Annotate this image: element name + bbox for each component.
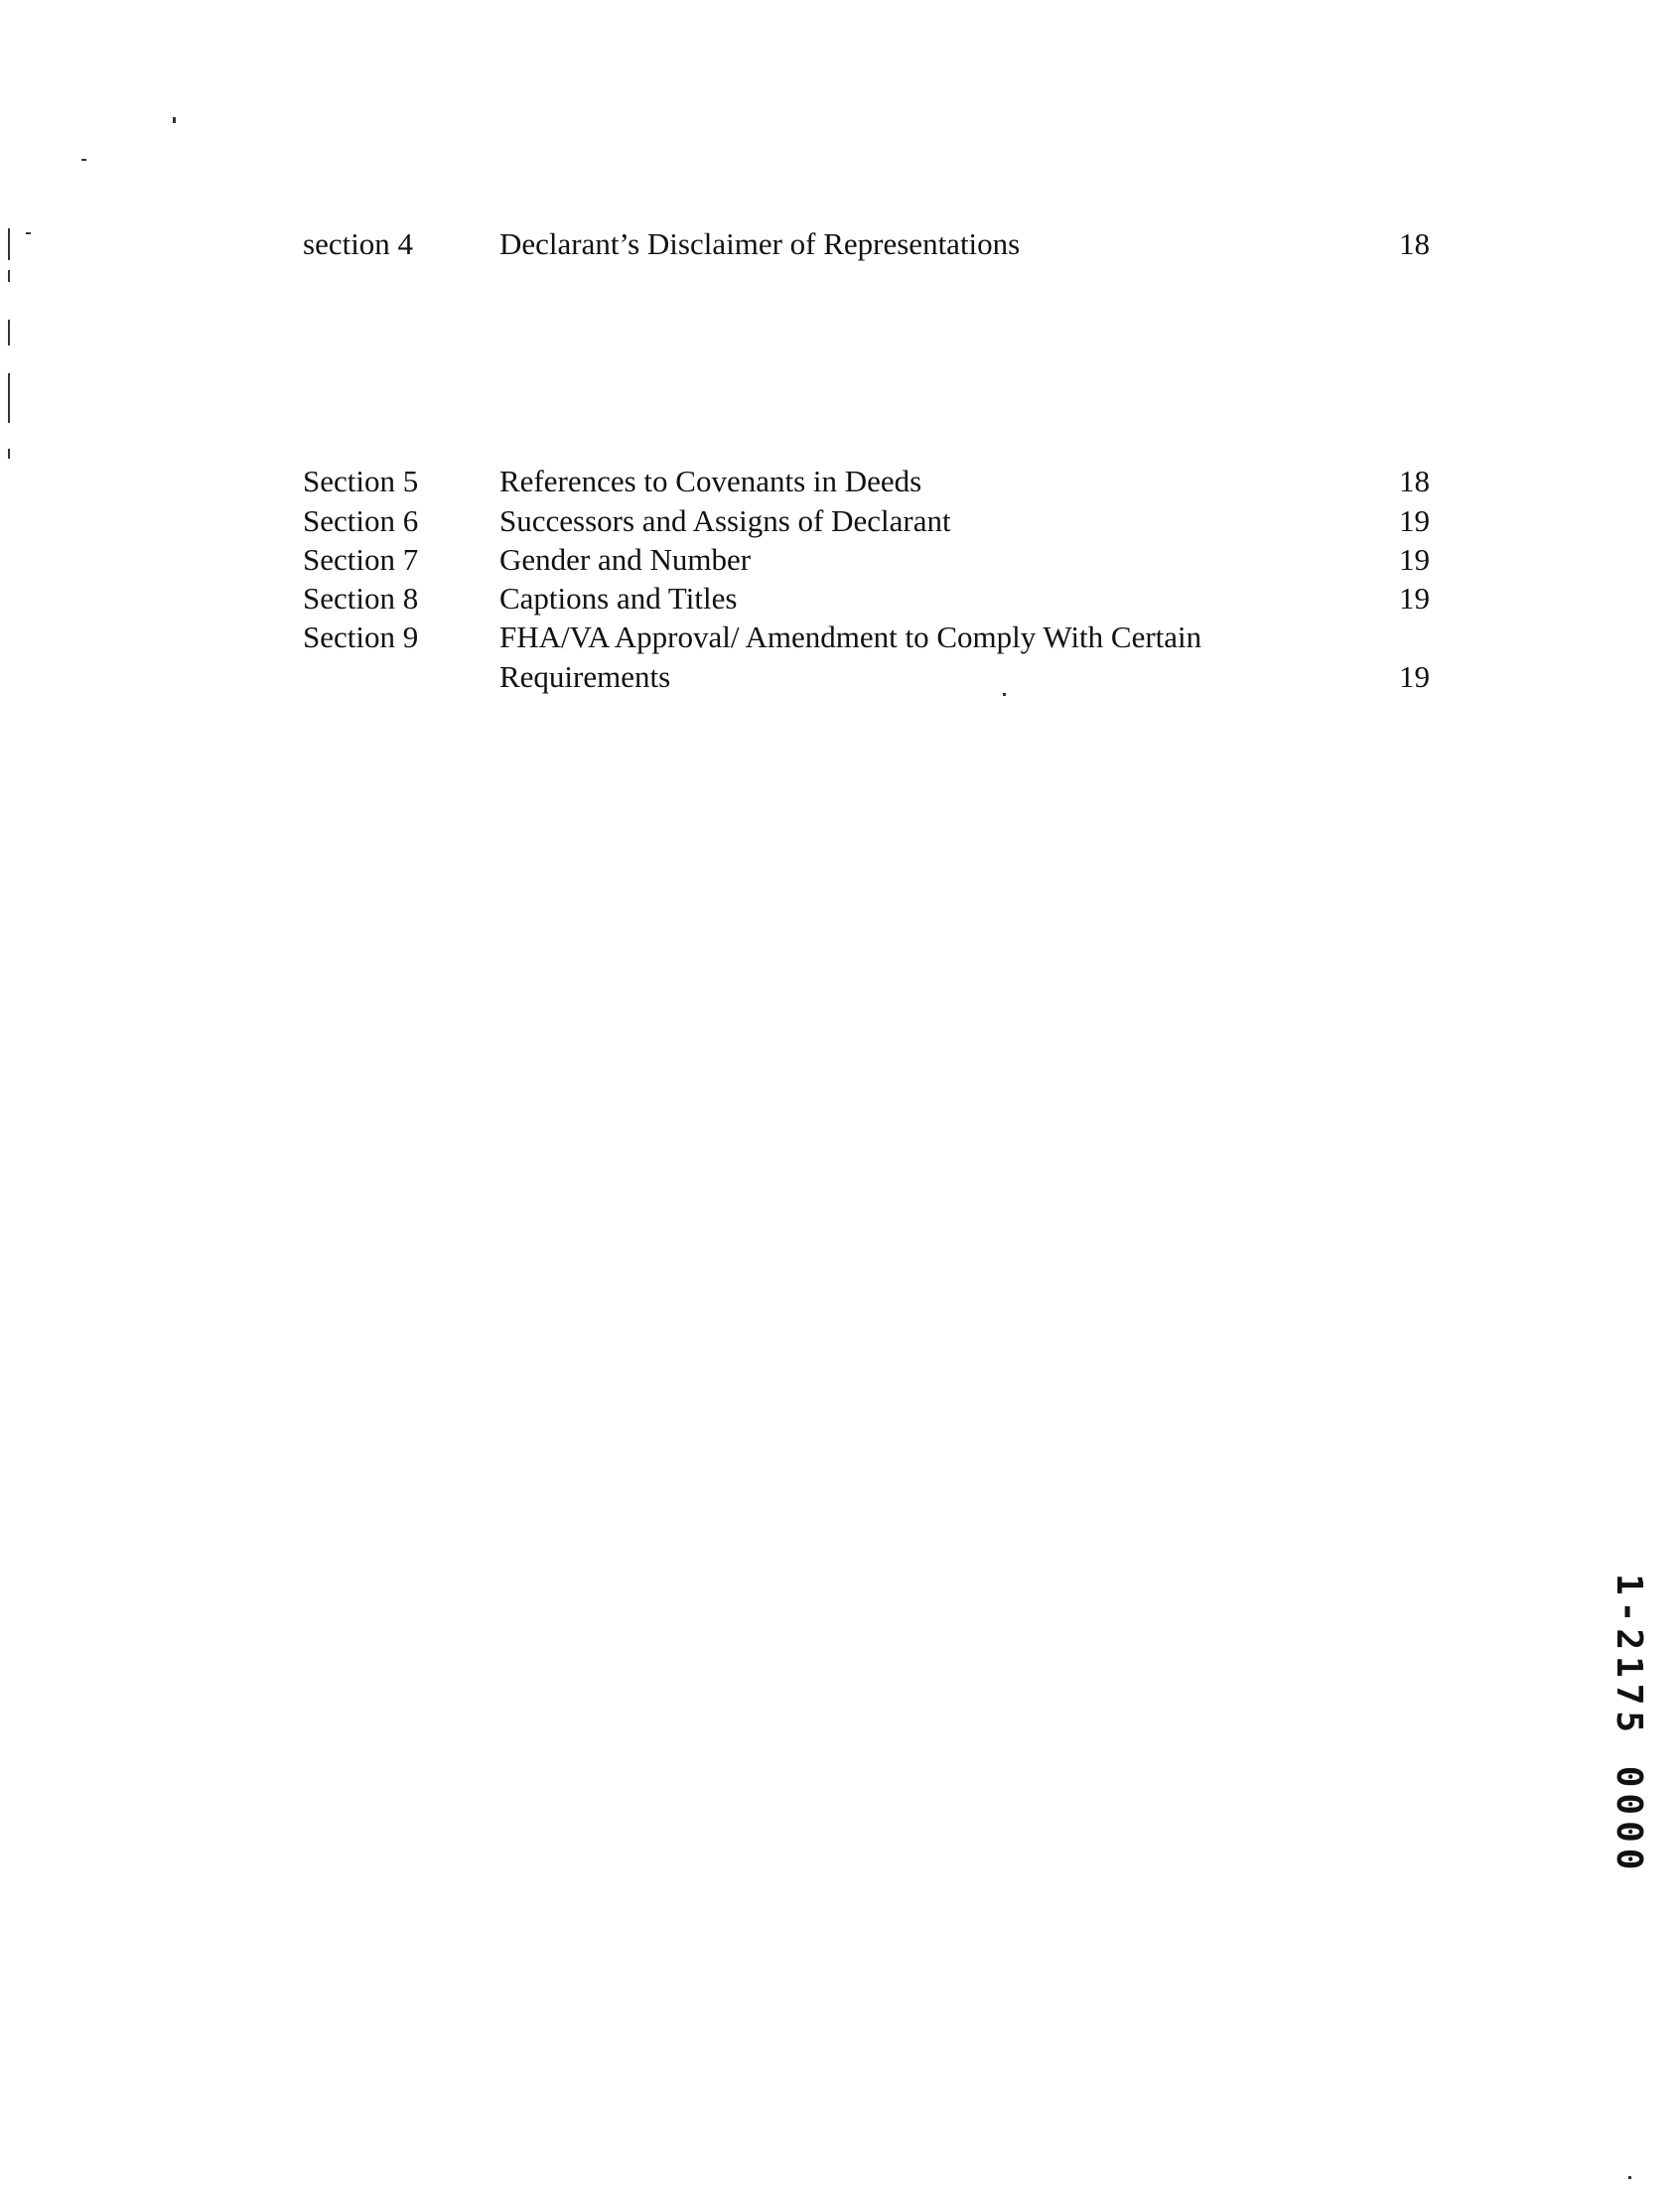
- toc-section-number: Section 8: [303, 581, 419, 616]
- toc-section-title: Captions and Titles: [499, 581, 738, 616]
- toc-section-number: Section 6: [303, 503, 419, 538]
- toc-section-number: Section 9: [303, 619, 419, 654]
- toc-section-title: References to Covenants in Deeds: [499, 464, 922, 498]
- toc-section-title: Gender and Number: [499, 542, 752, 577]
- toc-section-number: section 4: [303, 226, 414, 261]
- stamp-number: 1-2175 0000: [1609, 1574, 1649, 1876]
- toc-section-title: FHA/VA Approval/ Amendment to Comply With Certain Requirements: [499, 619, 1202, 694]
- scan-mark: [1628, 2176, 1631, 2179]
- toc-page-number: 19: [1399, 659, 1430, 694]
- scan-mark: [8, 449, 10, 459]
- scan-mark: [8, 270, 10, 282]
- toc-entry: [0, 501, 1680, 541]
- toc-entry: [0, 618, 1680, 697]
- toc-entry: [0, 462, 1680, 501]
- toc-page-number: 19: [1399, 503, 1430, 538]
- toc-page-number: 18: [1399, 464, 1430, 498]
- scan-mark: [1003, 693, 1006, 696]
- toc-section-title: Declarant’s Disclaimer of Representations: [499, 226, 1021, 261]
- toc-page-number: 18: [1399, 226, 1430, 261]
- toc-section-number: Section 7: [303, 542, 419, 577]
- scan-mark: [8, 320, 10, 345]
- toc-entry: [0, 540, 1680, 580]
- toc-section-title: Successors and Assigns of Declarant: [499, 503, 951, 538]
- toc-page-number: 19: [1399, 581, 1430, 616]
- toc-entry: [0, 579, 1680, 618]
- scan-mark: [8, 373, 10, 423]
- scan-mark: [81, 159, 86, 161]
- toc-entry: [0, 224, 1680, 264]
- toc-section-number: Section 5: [303, 464, 419, 498]
- toc-page-number: 19: [1399, 542, 1430, 577]
- document-stamp: [1609, 1574, 1648, 1911]
- scan-mark: [173, 117, 176, 123]
